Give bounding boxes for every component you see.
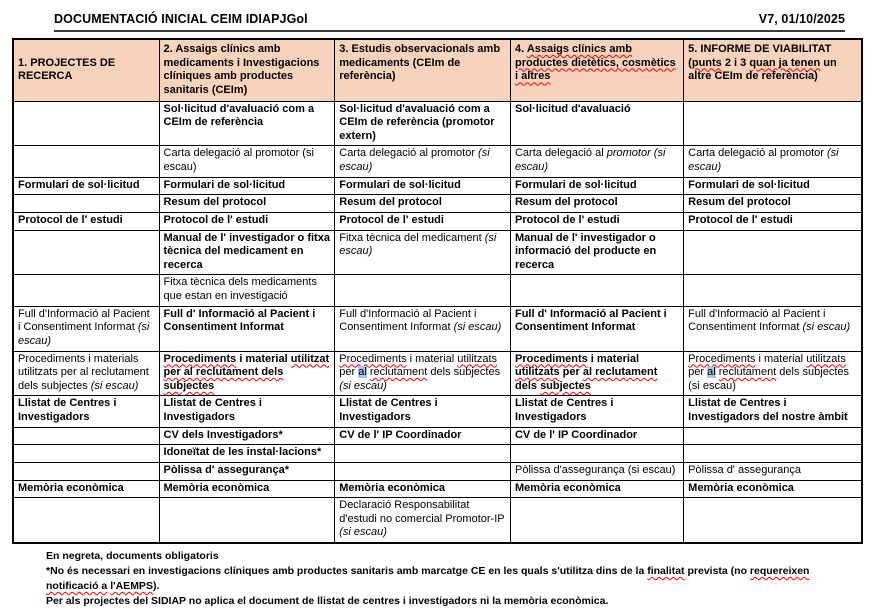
table-row [13,306,862,351]
table-row [13,101,862,146]
table-header-cell [335,39,511,101]
text-run: Formulari de sol·licitud [339,178,461,191]
text-run: Resum del protocol [339,196,442,209]
table-cell [159,275,335,306]
text-run: Procediments i materials utilitzats per al reclutament dels subjectes [18,352,149,392]
table-cell [159,351,335,396]
table-cell [159,230,335,275]
text-run: (si escau) [339,147,490,173]
text-run: Carta delegació al [514,147,607,160]
text-run: (si escau) [453,321,502,334]
text-run: utilitzats [457,352,498,365]
text-run: punts [691,56,722,69]
table-cell [13,396,159,427]
table-cell [335,275,511,306]
text-run: 2 i 3 [721,56,750,69]
table-cell [13,212,159,230]
table-header-row [13,39,862,101]
table-cell [159,146,335,177]
text-run: Formulari de sol·licitud [18,178,140,191]
table-cell [159,498,335,543]
table-row [13,445,862,463]
text-run: CV de l' IP Coordinador [339,428,462,441]
table-cell [684,396,862,427]
table-cell [13,480,159,498]
text-run: Fitxa tècnica del medicament [339,231,485,244]
table-cell [13,462,159,480]
text-run: Formulari de sol·licitud [688,178,810,191]
text-run: i material [587,352,640,365]
table-cell [335,445,511,463]
table-cell [684,445,862,463]
table-cell [13,427,159,445]
table-cell [159,177,335,195]
table-cell [335,306,511,351]
text-run: i material [755,352,807,365]
footnote [46,594,849,609]
table-cell [684,230,862,275]
text-run: Assaigs clínics amb productes dietètics, cosmètics i altres [514,43,676,83]
table-cell [335,480,511,498]
text-run: Memòria econòmica [688,481,794,494]
text-run: subjectes [540,379,591,392]
table-cell [510,195,683,213]
text-run: Procediments [163,352,237,365]
text-run: Formulari de sol·licitud [514,178,637,191]
table-row [13,480,862,498]
text-run: Carta delegació al promotor (si escau) [163,147,314,173]
text-run: i material [236,352,291,365]
text-run: promotor (si escau) [514,147,666,173]
table-cell [159,396,335,427]
table-row [13,146,862,177]
text-run: Llistat de Centres i Investigadors [163,397,262,423]
text-run: Memòria econòmica [339,481,446,494]
table-cell [684,101,862,146]
text-run: Formulari de sol·licitud [163,178,286,191]
text-run: Llistat de Centres i Investigadors [18,397,117,423]
text-run: al [358,366,367,379]
text-run: Resum del protocol [688,196,791,209]
table-cell [510,146,683,177]
table-cell [159,195,335,213]
footnote [46,564,849,594]
text-run: per al reclutament dels subjectes [163,366,284,392]
footnotes [46,549,849,609]
table-cell [13,101,159,146]
table-cell [13,195,159,213]
table-cell [159,480,335,498]
table-row [13,177,862,195]
table-body [13,101,862,543]
table-cell [335,351,511,396]
text-run: per [559,366,583,379]
text-run: En negreta, documents obligatoris [46,550,219,562]
text-run: Manual de l' investigador o informació del producte en recerca [514,231,657,271]
text-run: l'AEMPS [110,579,153,592]
text-run: per [339,366,359,379]
text-run: Memòria econòmica [18,481,124,494]
table-row [13,351,862,396]
table-cell [510,480,683,498]
table-header-cell [13,39,159,101]
table-row [13,462,862,480]
text-run: 1. PROJECTES DE RECERCA [18,56,116,83]
table-row [13,275,862,306]
text-run: Sol·licitud d'avaluació com a CEIm de referència (promotor extern) [339,102,495,142]
table-cell [684,306,862,351]
table-cell [13,146,159,177]
text-run: Declaració Responsabilitat d'estudi no comercial Promotor-IP [339,499,505,525]
table-cell [684,212,862,230]
text-run: dels [514,379,541,392]
text-run: Fitxa tècnica dels medicaments que estan en investigació [163,276,317,302]
text-run: 4. [514,43,527,55]
text-run: reclutament [369,366,428,379]
table-cell [159,212,335,230]
table-cell [335,462,511,480]
text-run: Carta delegació al promotor [688,147,827,160]
text-run: utilitzat [290,352,330,365]
table-cell [13,275,159,306]
text-run: Pòlissa d'assegurança (si escau) [514,463,676,476]
text-run: Carta delegació al promotor [339,147,479,160]
text-run: Full d'Informació al Pacient i Consentiment Informat [18,307,150,334]
text-run: 2. Assaigs clínics amb medicaments i Investigacions clíniques amb productes sanitaris (CEIm) [163,43,320,96]
text-run: dels subjectes [427,366,501,379]
text-run: Sol·licitud d'avaluació [514,102,631,115]
table-cell [510,396,683,427]
text-run: Llistat de Centres i Investigadors [514,397,614,423]
text-run: Protocol de l' estudi [18,213,123,226]
table-head [13,39,862,101]
text-run: *No és necessari en investigacions clíniques amb productes sanitaris amb marcatge CE en les quals s'utilitza dins de la [46,564,648,577]
table-cell [159,427,335,445]
text-run: per [688,366,708,379]
text-run: Protocol de l' estudi [514,213,620,226]
text-run: 5. INFORME DE VIABILITAT ( [688,43,832,69]
text-run: finalitat [647,564,685,577]
text-run: Procediments [688,352,756,365]
table-cell [159,306,335,351]
text-run: Protocol de l' estudi [339,213,444,226]
table-cell [684,195,862,213]
text-run: ). [152,579,160,592]
text-run: quan ja tenen [749,56,821,69]
text-run: requereixen notificació a [46,564,810,592]
text-run: Protocol de l' estudi [163,213,269,226]
table-cell [510,351,683,396]
text-run: Llistat de Centres i Investigadors [339,397,438,423]
doc-header [54,12,845,32]
text-run: un altre CEIm de referència) [688,56,837,83]
table-cell [684,177,862,195]
table-cell [335,101,511,146]
table-cell [510,101,683,146]
text-run: (si escau) [339,526,387,539]
table-cell [510,230,683,275]
table-cell [510,498,683,543]
documents-table [12,38,863,544]
table-row [13,396,862,427]
footnote [46,549,849,564]
table-cell [684,351,862,396]
table-cell [510,445,683,463]
text-run: Llistat de Centres i Investigadors del nostre àmbit [688,397,848,423]
table-cell [13,177,159,195]
text-run: dels subjectes (si escau) [688,366,850,392]
table-cell [510,275,683,306]
text-run: i material [406,352,458,365]
table-cell [684,275,862,306]
table-row [13,195,862,213]
table-cell [13,498,159,543]
table-cell [684,146,862,177]
text-run: al [707,366,716,379]
text-run: Procediments [339,352,407,365]
text-run: prevista (no [684,564,750,577]
doc-version: V7, 01/10/2025 [758,12,845,26]
table-cell [335,146,511,177]
text-run: Sol·licitud d'avaluació com a CEIm de referència [163,102,315,129]
text-run: (si escau) [339,231,497,258]
table-cell [335,498,511,543]
text-run: Per als projectes del SIDIAP no aplica el document de llistat de centres i investigadors ni la memòria econòmica. [46,594,609,607]
text-run: reclutament [718,366,777,379]
text-run: Full d' Informació al Pacient i Consentiment Informat [163,307,316,334]
text-run: CV dels Investigadors* [163,428,283,441]
text-run: Manual de l' investigador o fitxa tècnica del medicament en recerca [163,231,330,271]
text-run: Idoneïtat de les instal·lacions* [163,446,322,459]
text-run: (si escau) [339,379,387,392]
text-run: Full d'Informació al Pacient i Consentiment Informat [688,307,826,334]
text-run: Procediments [514,352,588,365]
text-run: 3. Estudis observacionals amb medicaments (CEIm de referència) [339,43,501,83]
table-cell [335,396,511,427]
table-row [13,427,862,445]
table-cell [159,462,335,480]
text-run: Memòria econòmica [514,481,621,494]
text-run: Full d' Informació al Pacient i Consentiment Informat [514,307,667,334]
table-cell [510,462,683,480]
table-header-cell [510,39,683,101]
text-run: (si escau) [90,379,139,392]
table-cell [510,177,683,195]
text-run: Resum del protocol [163,196,267,209]
table-row [13,230,862,275]
text-run: al reclutament [582,366,658,379]
table-header-cell [159,39,335,101]
text-run: CV de l' IP Coordinador [514,428,638,441]
table-cell [684,462,862,480]
text-run: Memòria econòmica [163,481,270,494]
text-run: utilitzats [514,366,560,379]
table-row [13,498,862,543]
table-cell [159,101,335,146]
text-run: (si escau) [802,321,851,334]
table-cell [684,427,862,445]
text-run: (si escau) [688,147,839,173]
text-run: Full d'Informació al Pacient i Consentiment Informat [339,307,477,334]
table-cell [159,445,335,463]
table-cell [335,230,511,275]
table-cell [510,427,683,445]
text-run: (si escau) [18,321,150,347]
table-cell [684,498,862,543]
table-cell [335,177,511,195]
table-cell [510,306,683,351]
table-cell [510,212,683,230]
table-header-cell [684,39,862,101]
doc-title: DOCUMENTACIÓ INICIAL CEIM IDIAPJGol [54,12,308,26]
text-run: utilitzats [806,352,846,365]
text-run: Protocol de l' estudi [688,213,793,226]
table-cell [13,230,159,275]
table-cell [335,195,511,213]
table-cell [684,480,862,498]
table-cell [335,427,511,445]
text-run: Pòlissa d' assegurança* [163,463,290,476]
table-cell [335,212,511,230]
text-run: Resum del protocol [514,196,618,209]
table-cell [13,445,159,463]
table-cell [13,306,159,351]
text-run: Pòlissa d' assegurança [688,463,801,476]
table-row [13,212,862,230]
table-cell [13,351,159,396]
